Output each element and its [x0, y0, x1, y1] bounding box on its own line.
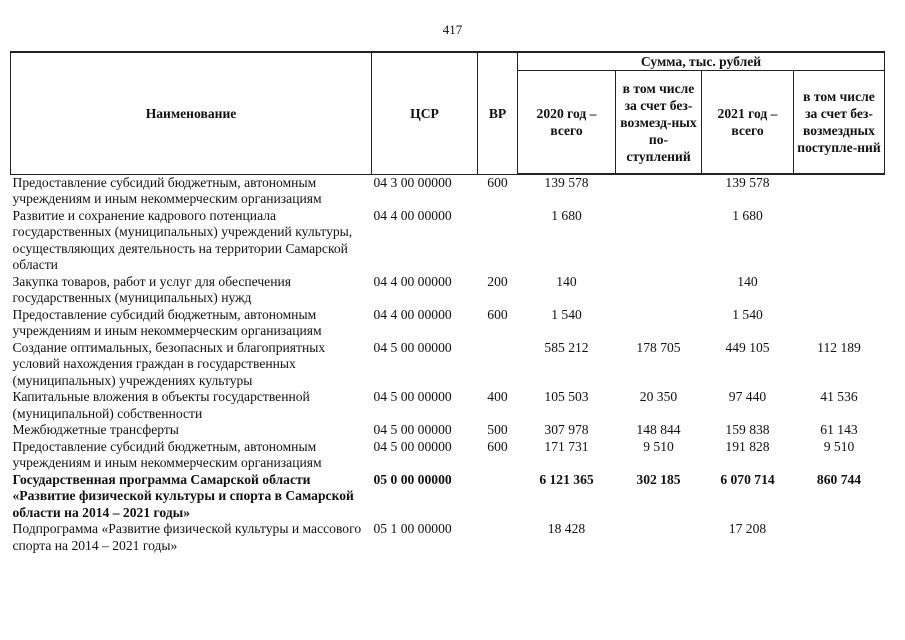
- table-body: [11, 174, 885, 554]
- row-2021-nonrepayable: 9 510: [823, 438, 855, 454]
- table-row: [11, 307, 885, 340]
- row-2020-nonrepayable: 302 185: [636, 471, 681, 487]
- table-row: [11, 389, 885, 422]
- table-row: [11, 439, 885, 472]
- header-2021-total: 2021 год – всего: [702, 71, 794, 175]
- row-2021-nonrepayable: [794, 174, 885, 208]
- table-row: [11, 208, 885, 274]
- row-2021-nonrepayable: [794, 208, 885, 274]
- row-name: Межбюджетные трансферты: [12, 422, 179, 437]
- row-csr: 04 4 00 00000: [373, 207, 452, 223]
- header-2020-nonrepayable: в том числе за счет без-возмезд-ных по-ступлений: [616, 71, 702, 175]
- row-csr: 04 5 00 00000: [373, 438, 452, 454]
- row-2021-total: 159 838: [725, 422, 770, 437]
- row-name: Развитие и сохранение кадрового потенциала государственных (муниципальных) учреждений культуры, осуществляющих деятельность на территории Самарской области: [12, 207, 353, 272]
- row-vr: [478, 340, 518, 390]
- header-2021-nonrepayable: в том числе за счет без-возмездных поступле-ний: [794, 71, 885, 175]
- table-row: [11, 340, 885, 390]
- header-name: Наименование: [11, 52, 372, 174]
- table-header: [11, 52, 885, 174]
- row-2020-total: 1 540: [551, 306, 582, 322]
- row-2021-total: 1 680: [732, 207, 763, 223]
- row-2020-nonrepayable: 178 705: [636, 339, 681, 355]
- row-2021-total: 17 208: [728, 521, 767, 536]
- row-name: Подпрограмма «Развитие физической культуры и массового спорта на 2014 – 2021 годы»: [12, 521, 362, 553]
- row-2021-nonrepayable: [794, 274, 885, 307]
- row-vr: [478, 521, 518, 554]
- row-csr: 04 5 00 00000: [373, 389, 452, 404]
- page-number: 417: [442, 22, 463, 37]
- row-2021-nonrepayable: 61 143: [820, 422, 858, 437]
- row-2020-nonrepayable: 148 844: [636, 422, 681, 437]
- row-csr: 05 1 00 00000: [373, 521, 452, 536]
- row-csr: 04 4 00 00000: [373, 273, 452, 289]
- row-2020-nonrepayable: [616, 307, 702, 340]
- row-csr: 04 4 00 00000: [373, 306, 452, 322]
- row-2020-total: 1 680: [551, 207, 582, 223]
- row-2021-total: 139 578: [725, 175, 770, 190]
- row-2020-total: 171 731: [544, 438, 589, 454]
- row-vr: 500: [487, 422, 508, 437]
- row-csr: 04 5 00 00000: [373, 339, 452, 355]
- header-sum-group: Сумма, тыс. рублей: [518, 52, 885, 71]
- row-2021-nonrepayable: 41 536: [820, 389, 858, 404]
- row-2020-total: 139 578: [544, 175, 589, 190]
- row-2021-nonrepayable: 112 189: [817, 339, 861, 355]
- row-name: Предоставление субсидий бюджетным, автономным учреждениям и иным некоммерческим организациям: [12, 306, 322, 338]
- row-2021-nonrepayable: [794, 307, 885, 340]
- row-csr: 04 5 00 00000: [373, 422, 452, 437]
- row-vr: 200: [487, 273, 508, 289]
- row-vr: 600: [487, 438, 508, 454]
- row-name: Предоставление субсидий бюджетным, автономным учреждениям и иным некоммерческим организациям: [12, 438, 322, 470]
- row-csr: 05 0 00 00000: [373, 471, 452, 487]
- row-2020-nonrepayable: 20 350: [639, 389, 678, 404]
- row-2020-nonrepayable: [616, 174, 702, 208]
- row-2021-total: 140: [737, 273, 758, 289]
- row-2021-nonrepayable: [794, 521, 885, 554]
- row-vr: [478, 472, 518, 522]
- table-row: [11, 174, 885, 208]
- row-vr: 600: [487, 174, 508, 190]
- table-row: [11, 472, 885, 522]
- table-row: [11, 422, 885, 439]
- row-2020-nonrepayable: [616, 208, 702, 274]
- row-2021-total: 97 440: [728, 389, 767, 404]
- row-2020-total: 140: [556, 273, 577, 289]
- row-2020-total: 105 503: [544, 389, 589, 404]
- row-2021-total: 1 540: [732, 306, 763, 322]
- header-2020-total: 2020 год – всего: [518, 71, 616, 175]
- row-2020-total: 18 428: [547, 521, 586, 536]
- row-2021-total: 6 070 714: [720, 471, 775, 487]
- row-2020-total: 585 212: [544, 339, 589, 355]
- row-vr: 600: [487, 306, 508, 322]
- row-2021-nonrepayable: 860 744: [816, 471, 862, 487]
- row-2020-nonrepayable: [616, 274, 702, 307]
- table-row: [11, 274, 885, 307]
- row-2021-total: 191 828: [725, 438, 770, 454]
- row-2020-total: 6 121 365: [539, 471, 594, 487]
- row-2020-total: 307 978: [544, 422, 589, 437]
- row-name: Закупка товаров, работ и услуг для обеспечения государственных (муниципальных) нужд: [12, 273, 291, 305]
- header-vr: ВР: [478, 52, 518, 174]
- table-row: [11, 521, 885, 554]
- row-2021-total: 449 105: [725, 339, 770, 355]
- row-name: Капитальные вложения в объекты государственной (муниципальной) собственности: [12, 389, 310, 421]
- header-csr: ЦСР: [372, 52, 478, 174]
- budget-table: [10, 51, 885, 554]
- row-vr: [478, 208, 518, 274]
- row-name: Создание оптимальных, безопасных и благоприятных условий нахождения граждан в государственных (муниципальных) учреждениях культуры: [12, 339, 326, 388]
- row-vr: 400: [487, 389, 508, 404]
- row-2020-nonrepayable: [616, 521, 702, 554]
- row-2020-nonrepayable: 9 510: [643, 438, 674, 454]
- row-csr: 04 3 00 00000: [373, 174, 452, 190]
- row-name: Предоставление субсидий бюджетным, автономным учреждениям и иным некоммерческим организациям: [12, 174, 322, 206]
- row-name: Государственная программа Самарской области «Развитие физической культуры и спорта в Самарской области на 2014 – 2021 годы»: [12, 471, 354, 520]
